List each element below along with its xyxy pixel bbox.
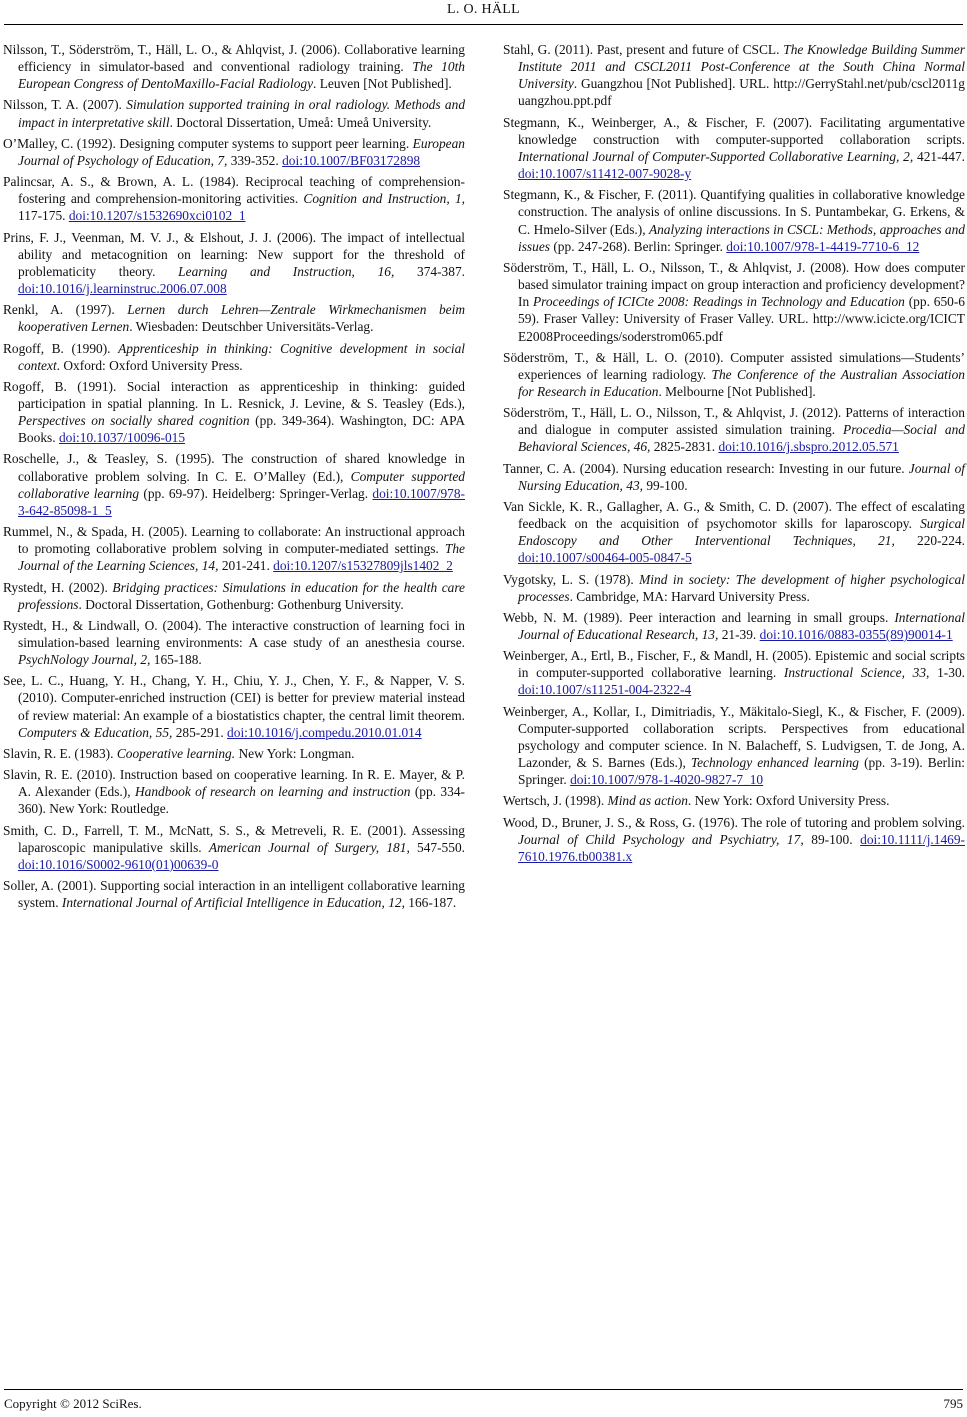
- reference-source-title: European Journal of Psychology of Education, 7,: [18, 135, 465, 168]
- reference-text: Söderström, T., & Häll, L. O. (2010). Computer assisted simulations—Students’ experiences of learning radiology.: [503, 349, 965, 382]
- reference-entry: [3, 340, 465, 374]
- reference-entry: [503, 498, 965, 567]
- reference-text: Tanner, C. A. (2004). Nursing education research: Investing in our future.: [503, 460, 909, 476]
- reference-entry: [503, 114, 965, 183]
- reference-text: See, L. C., Huang, Y. H., Chang, Y. H., Chiu, Y. J., Chen, Y. F., & Napper, V. S. (2010). Computer-enriched instruction (CEI) is better for preview material instead of review material: An example of a biostatistics chapter, the central limit theorem.: [3, 673, 465, 723]
- reference-entry: [3, 41, 465, 92]
- reference-entry: [503, 703, 965, 789]
- reference-entry: [3, 96, 465, 130]
- doi-link[interactable]: doi:10.1007/BF03172898: [282, 152, 421, 168]
- reference-text: 547-550.: [409, 839, 465, 855]
- reference-text: (pp. 650-659). Fraser Valley: University of Fraser Valley. URL. http://www.icicte.org/ICICTE2008Proceedings/soderstrom065.pdf: [518, 294, 965, 344]
- reference-source-title: Cooperative learning.: [116, 745, 236, 761]
- reference-source-title: Lernen durch Lehren—Zentrale Wirkmechanismen beim kooperativen Lernen: [18, 302, 466, 335]
- reference-text: Van Sickle, K. R., Gallagher, A. G., & Smith, C. D. (2007). The effect of escalating feedback on the acquisition of psychomotor skills for laparoscopy.: [503, 498, 965, 532]
- reference-source-title: Bridging practices: Simulations in education for the health care professions: [18, 579, 465, 612]
- reference-text: Nilsson, T., Söderström, T., Häll, L. O., & Ahlqvist, J. (2006). Collaborative learning efficiency in simulator-based and conventional radiology training.: [3, 42, 465, 75]
- footer-rule: [4, 1389, 963, 1390]
- reference-text: . Leuven [Not Published].: [313, 76, 452, 92]
- reference-entry: [3, 523, 465, 574]
- doi-link[interactable]: doi:10.1016/S0002-9610(01)00639-0: [18, 856, 219, 872]
- header-rule: [4, 24, 963, 25]
- reference-text: Weinberger, A., Kollar, I., Dimitriadis, Y., Mäkitalo-Siegl, K., & Fischer, F. (2009). Computer-supported collaboration scripts. Perspectives from educational psychology and computer science. In N. Balacheff, S. Ludvigsen, T. de Jong, A. Lazonder, & S. Barnes (Eds.),: [503, 703, 965, 771]
- reference-source-title: International Journal of Computer-Supported Collaborative Learning, 2,: [518, 148, 914, 164]
- reference-text: Söderström, T., Häll, L. O., Nilsson, T., & Ahlqvist, J. (2008). How does computer based simulator training impact on group interaction and proficiency development? In: [503, 259, 965, 310]
- reference-entry: [3, 173, 465, 224]
- reference-entry: [3, 378, 465, 447]
- reference-text: Prins, F. J., Veenman, M. V. J., & Elshout, J. J. (2006). The impact of intellectual ability and metacognition on learning: New support for the threshold of problematicity theory.: [3, 229, 465, 279]
- doi-link[interactable]: doi:10.1016/j.sbspro.2012.05.571: [718, 439, 899, 455]
- reference-text: 99-100.: [642, 477, 688, 493]
- doi-link[interactable]: doi:10.1007/s00464-005-0847-5: [518, 550, 692, 566]
- reference-source-title: Mind as action: [607, 793, 688, 809]
- reference-entry: [503, 571, 965, 605]
- reference-source-title: Instructional Science, 33,: [783, 665, 930, 681]
- reference-text: . Guangzhou [Not Published]. URL. http://GerryStahl.net/pub/cscl2011guangzhou.ppt.pdf: [518, 76, 965, 109]
- reference-text: 166-187.: [404, 895, 457, 911]
- reference-source-title: Computer supported collaborative learning: [18, 468, 465, 501]
- reference-source-title: PsychNology Journal, 2,: [18, 652, 151, 668]
- reference-text: 220-224.: [894, 533, 965, 549]
- reference-text: Nilsson, T. A. (2007).: [3, 97, 127, 113]
- reference-source-title: The Knowledge Building Summer Institute 2011 and CSCL2011 Post-Conference at the South China Normal University: [518, 42, 966, 92]
- reference-text: Rystedt, H., & Lindwall, O. (2004). The interactive construction of learning foci in simulation-based learning environments: A case study of an anesthesia course.: [3, 617, 465, 650]
- reference-source-title: Computers & Education, 55,: [18, 724, 173, 740]
- reference-text: 374-387.: [394, 263, 465, 279]
- reference-text: Stegmann, K., Weinberger, A., & Fischer, F. (2007). Facilitating argumentative knowledge construction with computer-supported collaboration scripts.: [503, 114, 965, 147]
- reference-entry: [3, 766, 465, 817]
- doi-link[interactable]: doi:10.1007/978-1-4419-7710-6_12: [726, 238, 920, 254]
- reference-text: Slavin, R. E. (1983).: [3, 745, 117, 761]
- doi-link[interactable]: doi:10.1111/j.1469-7610.1976.tb00381.x: [518, 831, 966, 864]
- reference-text: 2825-2831.: [650, 439, 719, 455]
- reference-text: . Cambridge, MA: Harvard University Press.: [569, 588, 810, 604]
- reference-entry: [3, 301, 465, 335]
- reference-text: . Doctoral Dissertation, Gothenburg: Gothenburg University.: [78, 596, 404, 612]
- reference-text: (pp. 334-360). New York: Routledge.: [18, 784, 465, 817]
- reference-text: Palincsar, A. S., & Brown, A. L. (1984). Reciprocal teaching of comprehension-fostering and comprehension-monitoring activities.: [3, 174, 465, 207]
- reference-entry: [3, 229, 465, 298]
- reference-text: New York: Longman.: [235, 745, 355, 761]
- reference-column-left: [3, 41, 465, 915]
- reference-source-title: American Journal of Surgery, 181,: [208, 839, 410, 855]
- reference-entry: [3, 877, 465, 911]
- reference-source-title: Handbook of research on learning and instruction: [134, 784, 411, 800]
- doi-link[interactable]: doi:10.1016/j.learninstruc.2006.07.008: [18, 281, 227, 297]
- reference-text: Smith, C. D., Farrell, T. M., McNatt, S. S., & Metreveli, R. E. (2001). Assessing laparoscopic manipulative skills.: [3, 822, 465, 855]
- reference-entry: [3, 579, 465, 613]
- reference-text: . Oxford: Oxford University Press.: [56, 357, 243, 373]
- reference-entry: [503, 609, 965, 643]
- reference-source-title: Learning and Instruction, 16,: [178, 263, 395, 279]
- doi-link[interactable]: doi:10.1007/978-1-4020-9827-7_10: [570, 772, 764, 788]
- reference-text: Roschelle, J., & Teasley, S. (1995). The construction of shared knowledge in collaborative problem solving. In C. E. O’Malley (Ed.),: [3, 451, 465, 484]
- reference-entry: [3, 745, 465, 762]
- reference-source-title: Cognition and Instruction, 1,: [303, 191, 465, 207]
- reference-text: Vygotsky, L. S. (1978).: [503, 571, 640, 587]
- reference-text: (pp. 3-19). Berlin: Springer.: [518, 755, 965, 788]
- reference-text: 201-241.: [218, 558, 274, 574]
- reference-source-title: Journal of Nursing Education, 43,: [518, 460, 966, 493]
- reference-text: Weinberger, A., Ertl, B., Fischer, F., & Mandl, H. (2005). Epistemic and social scripts in computer-supported collaborative learning.: [503, 648, 965, 681]
- reference-entry: [503, 41, 965, 110]
- reference-text: . Wiesbaden: Deutschber Universitäts-Verlag.: [129, 319, 374, 335]
- reference-text: Wertsch, J. (1998).: [503, 793, 608, 809]
- reference-entry: [3, 135, 465, 169]
- reference-text: Stegmann, K., & Fischer, F. (2011). Quantifying qualities in collaborative knowledge construction. The analysis of online discussions. In S. Puntambekar, G. Erkens, & C. Hmelo-Silver (Eds.),: [503, 187, 965, 237]
- running-head: L. O. HÄLL: [447, 2, 520, 17]
- doi-link[interactable]: doi:10.1037/10096-015: [58, 430, 186, 446]
- reference-source-title: The Conference of the Australian Association for Research in Education: [518, 366, 965, 399]
- reference-entry: [503, 792, 965, 809]
- reference-text: O’Malley, C. (1992). Designing computer systems to support peer learning.: [3, 135, 413, 151]
- reference-text: Rystedt, H. (2002).: [3, 579, 113, 595]
- doi-link[interactable]: doi:10.1016/j.compedu.2010.01.014: [227, 724, 422, 740]
- reference-entry: [3, 672, 465, 741]
- doi-link[interactable]: doi:10.1207/s1532690xci0102_1: [68, 208, 246, 224]
- reference-source-title: Apprenticeship in thinking: Cognitive development in social context: [18, 340, 465, 373]
- reference-text: Renkl, A. (1997).: [3, 302, 128, 318]
- reference-entry: [3, 450, 465, 519]
- doi-link[interactable]: doi:10.1207/s15327809jls1402_2: [273, 558, 453, 574]
- reference-source-title: The 10th European Congress of DentoMaxillo-Facial Radiology: [18, 59, 465, 92]
- reference-entry: [503, 460, 965, 494]
- reference-text: Stahl, G. (2011). Past, present and future of CSCL.: [503, 42, 784, 57]
- reference-text: Söderström, T., Häll, L. O., Nilsson, T., & Ahlqvist, J. (2012). Patterns of interaction and dialogue in computer assisted simulation training.: [503, 405, 965, 438]
- reference-text: Soller, A. (2001). Supporting social interaction in an intelligent collaborative learning system.: [3, 878, 465, 911]
- reference-text: (pp. 247-268). Berlin: Springer.: [550, 238, 727, 254]
- reference-source-title: The Journal of the Learning Sciences, 14,: [18, 541, 465, 574]
- reference-text: Rogoff, B. (1990).: [3, 340, 119, 356]
- reference-source-title: Journal of Child Psychology and Psychiatry, 17,: [518, 831, 804, 847]
- reference-source-title: Perspectives on socially shared cognition: [18, 413, 250, 429]
- reference-source-title: Mind in society: The development of higher psychological processes: [518, 571, 965, 604]
- reference-entry: [503, 404, 965, 455]
- reference-text: (pp. 69-97). Heidelberg: Springer-Verlag.: [139, 485, 373, 501]
- reference-entry: [3, 822, 465, 873]
- reference-source-title: Procedia—Social and Behavioral Sciences, 46,: [518, 422, 965, 455]
- reference-text: 89-100.: [803, 831, 861, 847]
- copyright-notice: Copyright © 2012 SciRes.: [4, 1396, 142, 1411]
- doi-link[interactable]: doi:10.1016/0883-0355(89)90014-1: [759, 627, 953, 642]
- reference-entry: [503, 259, 965, 345]
- reference-source-title: Simulation supported training in oral radiology. Methods and impact in interpretative skill: [18, 97, 466, 130]
- reference-text: Slavin, R. E. (2010). Instruction based on cooperative learning. In R. E. Mayer, & P. A. Alexander (Eds.),: [3, 767, 465, 800]
- reference-source-title: Surgical Endoscopy and Other Interventional Techniques, 21,: [518, 516, 965, 549]
- reference-text: 117-175.: [18, 208, 69, 224]
- reference-text: 21-39.: [718, 627, 760, 642]
- page-number: 795: [943, 1396, 963, 1411]
- reference-entry: [503, 349, 965, 400]
- doi-link[interactable]: doi:10.1007/978-3-642-85098-1_5: [18, 485, 465, 518]
- reference-text: (pp. 349-364). Washington, DC: APA Books.: [18, 413, 465, 446]
- reference-text: . Melbourne [Not Published].: [658, 383, 816, 399]
- reference-text: 285-291.: [172, 724, 228, 740]
- reference-source-title: International Journal of Educational Research, 13,: [518, 609, 965, 642]
- reference-text: . Doctoral Dissertation, Umeå: Umeå University.: [169, 114, 432, 130]
- reference-entry: [3, 617, 465, 668]
- reference-entry: [503, 647, 965, 698]
- reference-column-right: [503, 41, 965, 869]
- reference-text: 1-30.: [929, 665, 965, 681]
- reference-text: Rummel, N., & Spada, H. (2005). Learning to collaborate: An instructional approach to promoting collaborative problem solving in computer-mediated settings.: [3, 524, 465, 557]
- reference-text: . New York: Oxford University Press.: [687, 793, 890, 809]
- doi-link[interactable]: doi:10.1007/s11251-004-2322-4: [518, 682, 692, 698]
- reference-text: 165-188.: [150, 652, 202, 668]
- reference-text: Rogoff, B. (1991). Social interaction as apprenticeship in thinking: guided participation in spatial planning. In L. Resnick, J. Levine, & S. Teasley (Eds.),: [3, 378, 465, 411]
- reference-text: Webb, N. M. (1989). Peer interaction and learning in small groups.: [503, 609, 895, 625]
- reference-source-title: Technology enhanced learning: [690, 755, 859, 771]
- reference-source-title: Proceedings of ICICte 2008: Readings in Technology and Education: [533, 294, 905, 310]
- reference-text: 421-447.: [913, 148, 965, 164]
- reference-source-title: Analyzing interactions in CSCL: Methods, approaches and issues: [518, 221, 965, 254]
- reference-source-title: International Journal of Artificial Intelligence in Education, 12,: [61, 895, 405, 911]
- reference-text: Wood, D., Bruner, J. S., & Ross, G. (1976). The role of tutoring and problem solving.: [503, 814, 965, 830]
- reference-entry: [503, 186, 965, 255]
- reference-text: 339-352.: [227, 152, 283, 168]
- reference-entry: [503, 814, 965, 865]
- doi-link[interactable]: doi:10.1007/s11412-007-9028-y: [518, 166, 692, 182]
